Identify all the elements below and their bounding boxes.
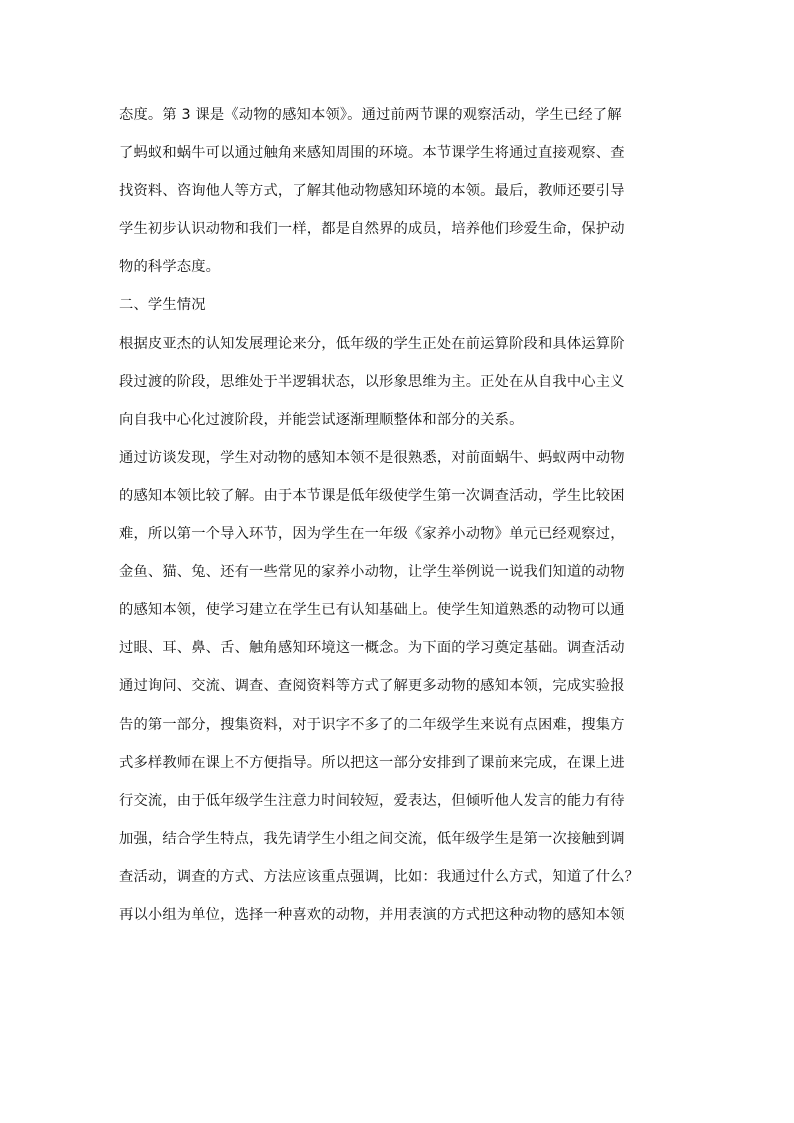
paragraph-line: 通过访谈发现，学生对动物的感知本领不是很熟悉，对前面蜗牛、蚂蚁两中动物 [119, 449, 625, 466]
paragraph-line: 段过渡的阶段，思维处于半逻辑状态，以形象思维为主。正处在从自我中心主义 [119, 373, 625, 390]
paragraph-line: 查活动，调查的方式、方法应该重点强调，比如：我通过什么方式，知道了什么？ [119, 868, 640, 885]
paragraph-line: 物的科学态度。 [119, 259, 221, 276]
paragraph-line: 难，所以第一个导入环节，因为学生在一年级《家养小动物》单元已经观察过， [119, 526, 625, 543]
paragraph-line: 学生初步认识动物和我们一样，都是自然界的成员，培养他们珍爱生命，保护动 [119, 221, 625, 238]
document-body [119, 96, 679, 934]
paragraph-line: 的感知本领比较了解。由于本节课是低年级使学生第一次调查活动，学生比较困 [119, 487, 625, 504]
paragraph-line: 过眼、耳、鼻、舌、触角感知环境这一概念。为下面的学习奠定基础。调查活动 [119, 640, 625, 657]
paragraph-line: 根据皮亚杰的认知发展理论来分，低年级的学生正处在前运算阶段和具体运算阶 [119, 335, 625, 352]
paragraph-line: 式多样教师在课上不方便指导。所以把这一部分安排到了课前来完成，在课上进 [119, 754, 625, 771]
paragraph-line: 的感知本领，使学习建立在学生已有认知基础上。使学生知道熟悉的动物可以通 [119, 602, 625, 619]
paragraph-line: 金鱼、猫、兔、还有一些常见的家养小动物，让学生举例说一说我们知道的动物 [119, 564, 625, 581]
paragraph-line: 通过询问、交流、调查、查阅资料等方式了解更多动物的感知本领，完成实验报 [119, 678, 625, 695]
paragraph-line: 告的第一部分，搜集资料，对于识字不多了的二年级学生来说有点困难，搜集方 [119, 716, 625, 733]
paragraph-line: 找资料、咨询他人等方式，了解其他动物感知环境的本领。最后，教师还要引导 [119, 183, 625, 200]
paragraph-line: 态度。第 3 课是《动物的感知本领》。通过前两节课的观察活动，学生已经了解 [119, 107, 622, 123]
paragraph-line: 行交流，由于低年级学生注意力时间较短，爱表达，但倾听他人发言的能力有待 [119, 792, 625, 809]
section-heading: 二、学生情况 [119, 297, 206, 314]
paragraph-line: 了蚂蚁和蜗牛可以通过触角来感知周围的环境。本节课学生将通过直接观察、查 [119, 145, 625, 162]
paragraph-line: 加强，结合学生特点，我先请学生小组之间交流，低年级学生是第一次接触到调 [119, 830, 625, 847]
paragraph-line: 再以小组为单位，选择一种喜欢的动物，并用表演的方式把这种动物的感知本领 [119, 906, 625, 923]
paragraph-line: 向自我中心化过渡阶段，并能尝试逐渐理顺整体和部分的关系。 [119, 411, 524, 428]
